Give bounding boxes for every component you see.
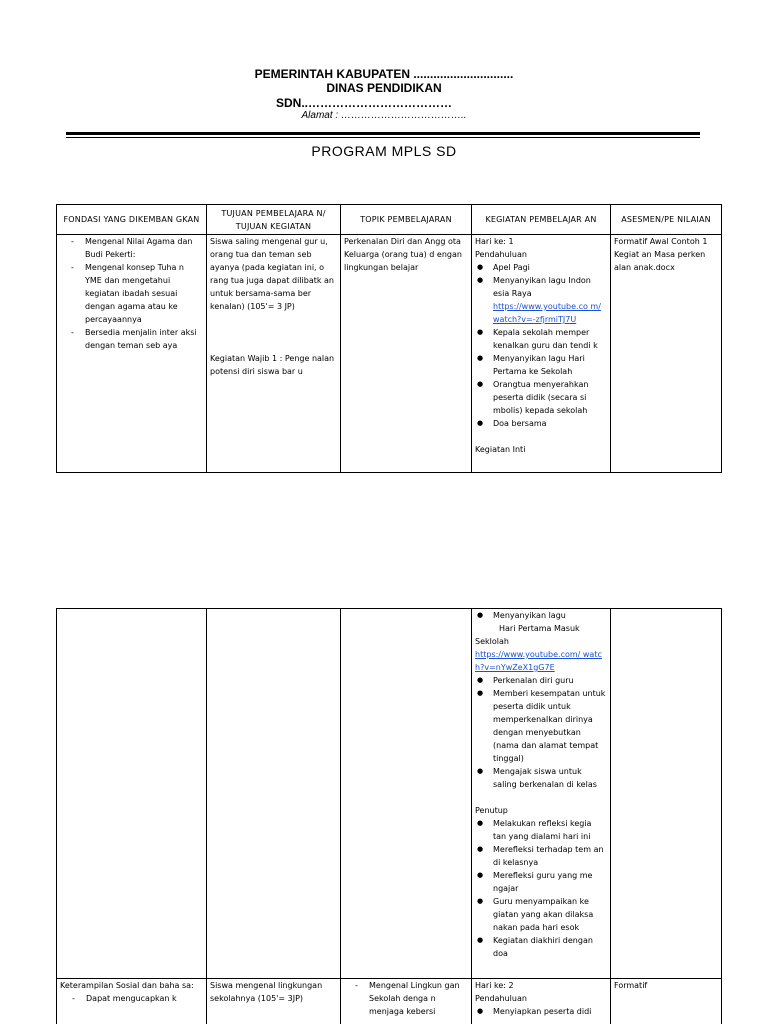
penutup-label: Penutup — [475, 806, 508, 815]
header-rule-thin — [66, 137, 700, 138]
page-title: PROGRAM MPLS SD — [311, 143, 457, 159]
cell-tujuan — [207, 235, 341, 473]
cell-fondasi — [57, 235, 207, 473]
kegiatan-wajib-text: Kegiatan Wajib 1 : Penge nalan potensi diri siswa bar u — [210, 354, 335, 376]
cell-fondasi — [57, 609, 207, 979]
cell-tujuan — [207, 609, 341, 979]
table-header-row — [57, 205, 722, 235]
list-item-text: Menyanyikan lagu Indon esia Raya — [493, 276, 591, 298]
hari-label: Hari ke: 2 — [475, 981, 514, 990]
list-item: ● Doa bersama — [475, 417, 607, 430]
program-table-page2 — [56, 608, 722, 1024]
list-item: ● Kepala sekolah memper kenalkan guru dan tendi k — [475, 326, 607, 352]
youtube-link[interactable]: https://www.youtube.co m/watch?v=-zfjrmiTJ7U — [493, 302, 601, 324]
list-item: ● Menyanyikan lagu Hari Pertama ke Sekolah — [475, 352, 607, 378]
list-item — [475, 609, 607, 635]
col-header-topik: TOPIK PEMBELAJARAN — [341, 205, 472, 235]
list-item: ● Perkenalan diri guru — [475, 674, 607, 687]
col-header-asesmen: ASESMEN/PE NILAIAN — [611, 205, 722, 235]
cell-topik — [341, 609, 472, 979]
song-title: Hari Pertama Masuk — [499, 624, 580, 633]
cell-kegiatan — [472, 235, 611, 473]
list-item: - Mengenal Nilai Agama dan Budi Pekerti: — [67, 235, 203, 261]
list-item: ● Memberi kesempatan untuk peserta didik untuk memperkenalkan dirinya dengan menyebutkan (nama dan alamat tempat tinggal) — [475, 687, 607, 765]
list-item-text: Menyanyikan lagu — [493, 611, 566, 620]
cell-kegiatan — [472, 609, 611, 979]
header-department: DINAS PENDIDIKAN — [326, 81, 442, 95]
list-item: ● Merefleksi guru yang me ngajar — [475, 869, 607, 895]
pendahuluan-label: Pendahuluan — [475, 250, 527, 259]
cell-asesmen: Formatif — [611, 979, 722, 1024]
list-item: ● Guru menyampaikan ke giatan yang akan dilaksa nakan pada hari esok — [475, 895, 607, 934]
list-item: ● Menyiapkan peserta didi — [475, 1005, 607, 1018]
table-row — [57, 609, 722, 979]
program-table-page1 — [56, 204, 722, 473]
list-item: ● Orangtua menyerahkan peserta didik (secara si mbolis) kepada sekolah — [475, 378, 607, 417]
youtube-link[interactable]: https://www.youtube.com/ watch?v=nYwZeX1gG7E — [475, 650, 602, 672]
list-item: - Mengenal konsep Tuha n YME dan mengetahui kegiatan ibadah sesuai dengan agama atau ke percayaannya — [67, 261, 203, 326]
cell-tujuan: Siswa mengenal lingkungan sekolahnya (105'= 3JP) — [207, 979, 341, 1024]
list-item: ● Merefleksi terhadap tem an di kelasnya — [475, 843, 607, 869]
list-item: - Dapat mengucapkan k — [68, 992, 203, 1005]
list-item: - Bersedia menjalin inter aksi dengan teman seb aya — [67, 326, 203, 352]
list-item: ● Mengajak siswa untuk saling berkenalan di kelas — [475, 765, 607, 791]
fondasi-text: Keterampilan Sosial dan baha sa: — [60, 981, 194, 990]
header-rule-thick — [66, 132, 700, 135]
list-item: ● Apel Pagi — [475, 261, 607, 274]
cell-asesmen — [611, 609, 722, 979]
cell-asesmen: Formatif Awal Contoh 1 Kegiat an Masa perken alan anak.docx — [611, 235, 722, 473]
cell-fondasi — [57, 979, 207, 1024]
list-item: - Mengenal Lingkun gan Sekolah denga n menjaga kebersi — [351, 979, 468, 1018]
cell-topik — [341, 979, 472, 1024]
list-item: ● Kegiatan diakhiri dengan doa — [475, 934, 607, 960]
col-header-fondasi: FONDASI YANG DIKEMBAN GKAN — [57, 205, 207, 235]
header-address: Alamat : ……………………………….. — [301, 110, 467, 121]
col-header-tujuan: TUJUAN PEMBELAJARA N/ TUJUAN KEGIATAN — [207, 205, 341, 235]
col-header-kegiatan: KEGIATAN PEMBELAJAR AN — [472, 205, 611, 235]
pendahuluan-label: Pendahuluan — [475, 994, 527, 1003]
tujuan-text: Siswa saling mengenal gur u, orang tua dan teman seb ayanya (pada kegiatan ini, o rang tua juga dapat dilibatk an untuk bersama-sama ber kenalan) (105'= 3 JP) — [210, 237, 335, 311]
list-item: ● Melakukan refleksi kegia tan yang dialami hari ini — [475, 817, 607, 843]
table-row — [57, 235, 722, 473]
cell-kegiatan — [472, 979, 611, 1024]
table-row — [57, 979, 722, 1024]
song-title-cont: Seklolah — [475, 637, 509, 646]
cell-topik: Perkenalan Diri dan Angg ota Keluarga (orang tua) d engan lingkungan belajar — [341, 235, 472, 473]
header-government: PEMERINTAH KABUPATEN .............................. — [254, 67, 514, 81]
kegiatan-inti-label: Kegiatan Inti — [475, 445, 526, 454]
list-item — [475, 274, 607, 326]
hari-label: Hari ke: 1 — [475, 237, 514, 246]
header-school: SDN..……………………………… — [275, 96, 452, 110]
